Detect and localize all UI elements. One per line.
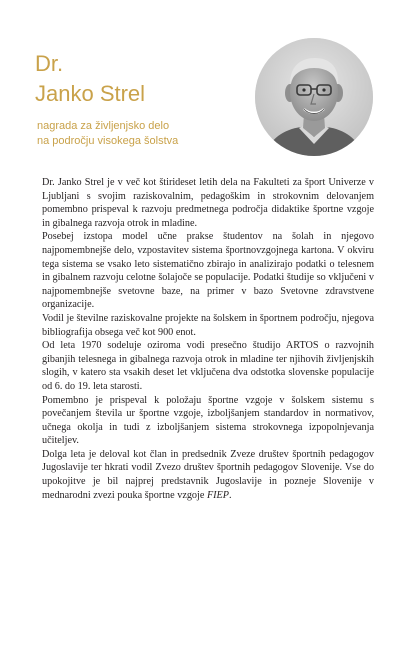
award-subtitle xyxy=(37,119,178,149)
biography-text xyxy=(42,176,374,502)
paragraph-6-end: . xyxy=(229,489,232,501)
paragraph-5: Pomembno je prispeval k položaju športne vzgoje v šolskem sistemu s povečanjem števila ur športne vzgoje, izboljšanjem standardov in normativov, učnega okolja in tudi z izboljšanjem sistema strokovnega izpopolnjevanja učiteljev. xyxy=(42,394,374,447)
paragraph-4: Od leta 1970 sodeluje oziroma vodi presečno študijo ARTOS o razvojnih gibanjih telesnega in gibalnega razvoja otrok in mladine ter njihovih življenjskih slogih, v katero sta vsakih deset let vključena dva odstotka slovenske populacije od 6. do 19. leta starosti. xyxy=(42,340,374,392)
subtitle-line-1: nagrada za življenjsko delo xyxy=(37,120,170,132)
paragraph-1: Dr. Janko Strel je v več kot štirideset letih dela na Fakulteti za šport Univerze v Ljubljani s svojim raziskovalnim, pedagoškim in strokovnim delovanjem pomembno prispeval k razvoju predmetnega področja didaktike športne vzgoje in gibalnega razvoja otrok in mladine. xyxy=(42,177,374,229)
subtitle-line-2: na področju visokega šolstva xyxy=(37,135,179,147)
paragraph-2: Posebej izstopa model učne prakse študentov na šolah in njegovo najpomembnejše delo, vzpostavitev sistema športnovzgojnega kartona. V okviru tega sistema se vsako leto sistematično zbirajo in analizirajo podatki o telesnem in gibalnem razvoju celotne šolajoče se populacije. Podatki študije so vključeni v najpomembnejše svetovne baze, na primer v bazo Svetovne zdravstvene organizacije. xyxy=(42,231,374,311)
portrait-illustration xyxy=(255,38,373,156)
paragraph-3: Vodil je številne raziskovalne projekte na šolskem in športnem področju, njegova bibliografija obsega več kot 900 enot. xyxy=(42,312,374,338)
paragraph-6 xyxy=(42,448,374,502)
paragraph-6-text: Dolga leta je deloval kot član in predsednik Zveze društev športnih pedagogov Jugoslavije ter hkrati vodil Zvezo društev športnih pedagogov Slovenije. Vse do upokojitve je bil najprej predstavnik Jugoslavije in pozneje Slovenije v mednarodni zvezi pouka športne vzgoje xyxy=(42,448,374,501)
fiep-abbreviation: FIEP xyxy=(206,489,229,501)
portrait-photo xyxy=(255,38,373,156)
title-line-1: Dr. xyxy=(35,51,64,76)
title-line-2: Janko Strel xyxy=(35,81,146,106)
page-title xyxy=(35,49,145,109)
